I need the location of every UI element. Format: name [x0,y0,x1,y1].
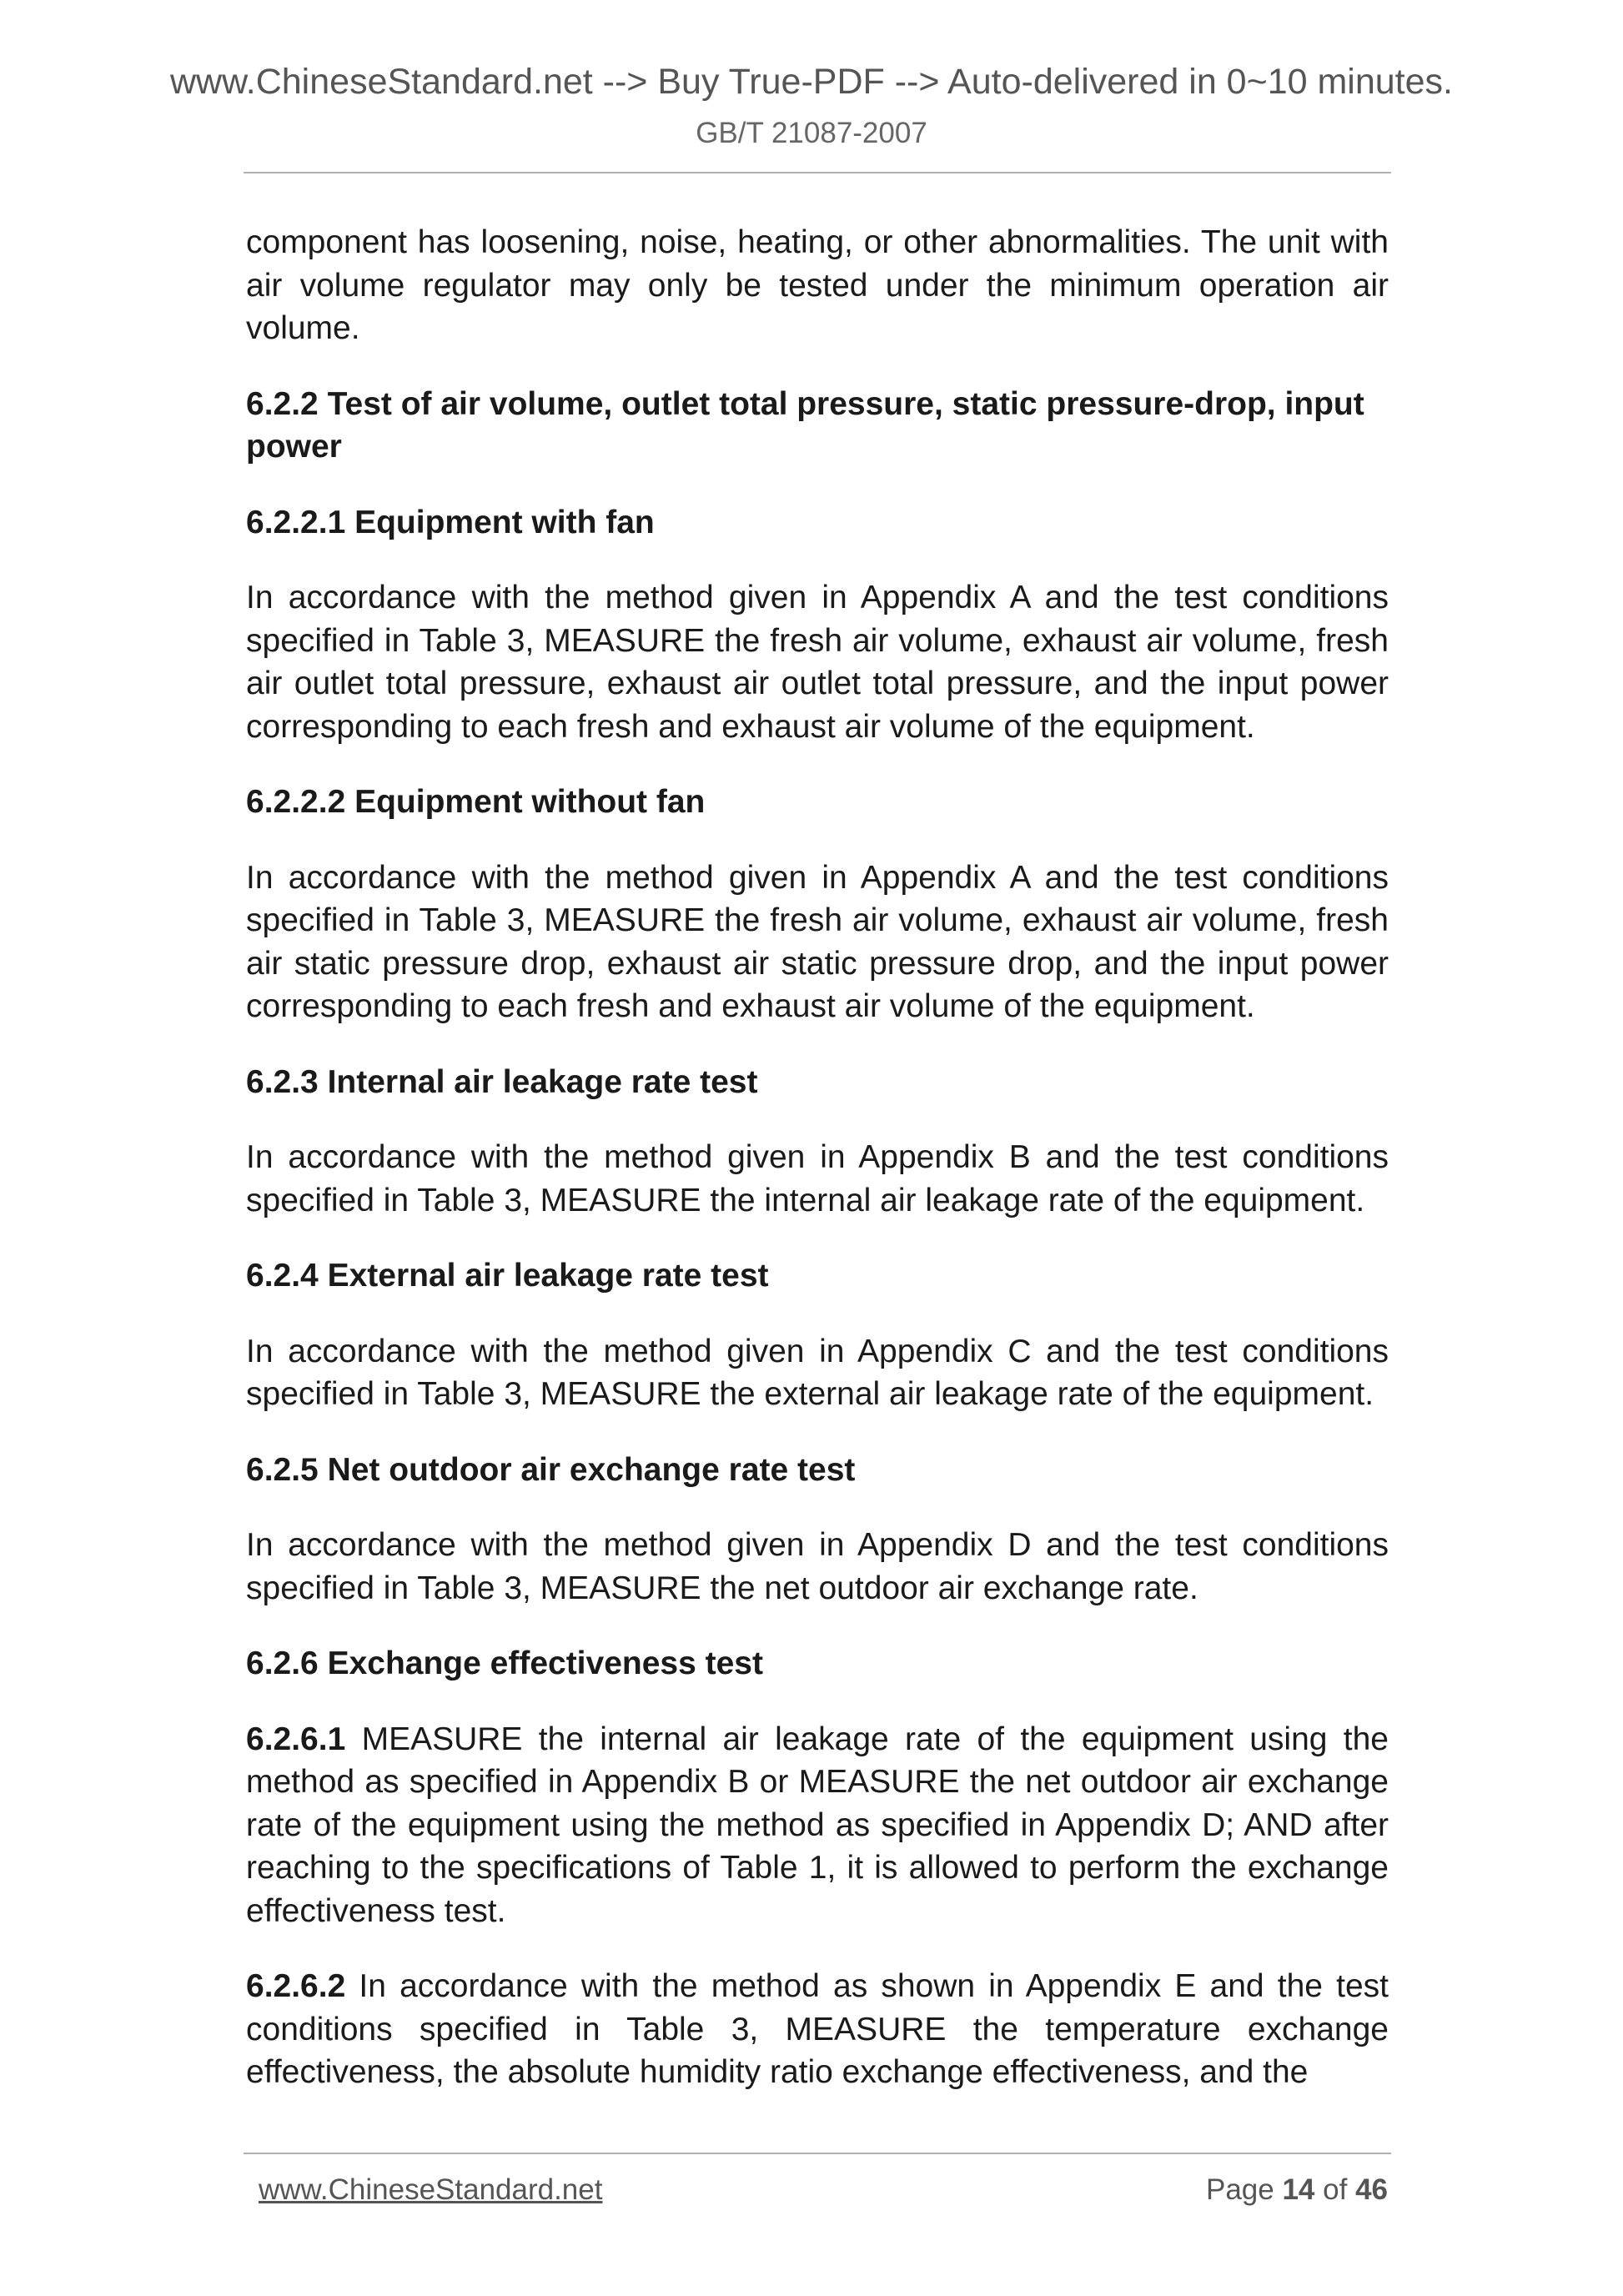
heading-6-2-5: 6.2.5 Net outdoor air exchange rate test [246,1451,856,1488]
clause-text-6-2-6-2: In accordance with the method as shown in Appendix E and the test conditions specified in Table 3, MEASURE the temperature exchange effectiveness, the absolute humidity ratio exchange effectiveness, and the [246,1968,1389,2090]
footer-divider [244,2153,1391,2154]
current-page-number: 14 [1282,2173,1315,2206]
heading-6-2-2-1: 6.2.2.1 Equipment with fan [246,504,655,540]
paragraph-6-2-2-1: In accordance with the method given in Appendix A and the test conditions specified in Table 3, MEASURE the fresh air volume, exhaust air volume, fresh air outlet total pressure, exhaust air outlet total pressure, and the input power corresponding to each fresh and exhaust air volume of the equipment. [246,580,1389,745]
clause-text-6-2-6-1: MEASURE the internal air leakage rate of the equipment using the method as specified in Appendix B or MEASURE the net outdoor air exchange rate of the equipment using the method as specified in Appendix D; AND after reaching to the specifications of Table 1, it is allowed to perform the exchange effectiveness test. [246,1721,1389,1929]
standard-code: GB/T 21087-2007 [696,117,927,149]
heading-6-2-2: 6.2.2 Test of air volume, outlet total pressure, static pressure-drop, input power [246,385,1364,465]
paragraph-6-2-5: In accordance with the method given in Appendix D and the test conditions specified in Table 3, MEASURE the net outdoor air exchange rate. [246,1527,1389,1606]
heading-6-2-6: 6.2.6 Exchange effectiveness test [246,1645,763,1681]
header-divider [244,172,1391,173]
paragraph-6-2-2-2: In accordance with the method given in Appendix A and the test conditions specified in Table 3, MEASURE the fresh air volume, exhaust air volume, fresh air static pressure drop, exhaust air static pressure drop, and the input power corresponding to each fresh and exhaust air volume of the equipment. [246,859,1389,1024]
paragraph-6-2-3: In accordance with the method given in Appendix B and the test conditions specified in Table 3, MEASURE the internal air leakage rate of the equipment. [246,1139,1389,1218]
footer-site-link[interactable]: www.ChineseStandard.net [259,2173,603,2206]
header-banner: www.ChineseStandard.net --> Buy True-PDF --> Auto-delivered in 0~10 minutes. [169,62,1453,102]
of-word: of [1323,2173,1348,2206]
paragraph-6-2-6-1 [246,1718,1389,1933]
paragraph-6-2-4: In accordance with the method given in Appendix C and the test conditions specified in Table 3, MEASURE the external air leakage rate of the equipment. [246,1333,1389,1412]
total-pages: 46 [1355,2173,1388,2206]
paragraph-6-2-6-2 [246,1965,1389,2094]
heading-6-2-3: 6.2.3 Internal air leakage rate test [246,1063,758,1100]
heading-6-2-4: 6.2.4 External air leakage rate test [246,1258,769,1294]
clause-number-6-2-6-2: 6.2.6.2 [246,1968,346,2004]
page-body [246,221,1389,2094]
continuation-paragraph: component has loosening, noise, heating, or other abnormalities. The unit with air volume regulator may only be tested under the minimum operation air volume. [246,224,1389,346]
page-word: Page [1205,2173,1274,2206]
clause-number-6-2-6-1: 6.2.6.1 [246,1721,346,1757]
page-counter [1206,2173,1388,2207]
heading-6-2-2-2: 6.2.2.2 Equipment without fan [246,784,706,820]
